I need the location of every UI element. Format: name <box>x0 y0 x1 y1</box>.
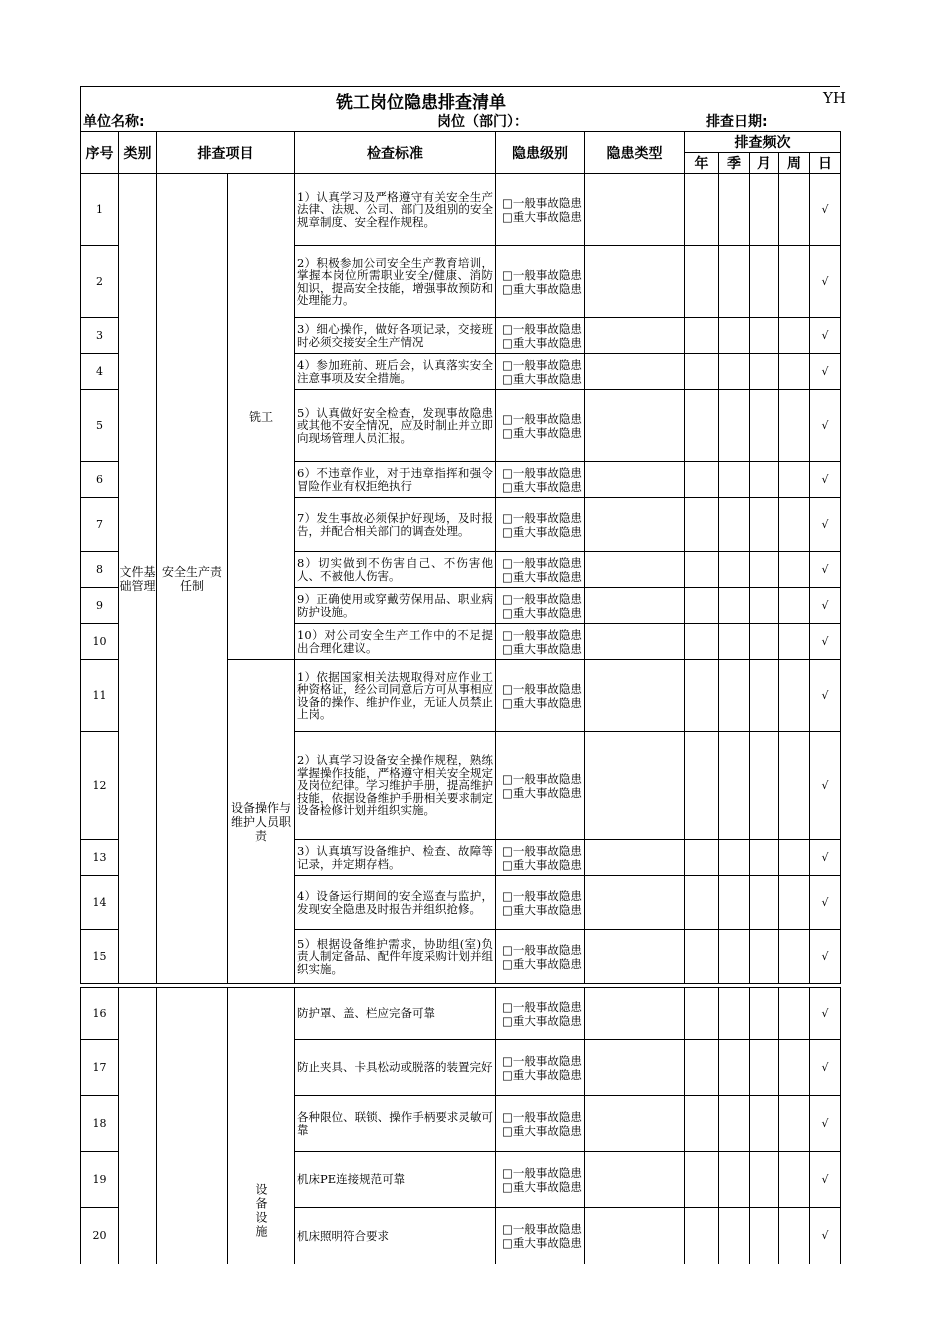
freq-year <box>685 732 719 840</box>
freq-quarter <box>719 1208 750 1264</box>
row-no: 17 <box>81 1040 119 1096</box>
level-cell <box>496 930 585 984</box>
freq-month <box>750 552 779 588</box>
col-standard: 检查标准 <box>295 132 496 174</box>
level-option-major[interactable]: □重大事故隐患 <box>502 335 582 350</box>
level-option-major[interactable]: □重大事故隐患 <box>502 209 582 224</box>
freq-quarter <box>719 1152 750 1208</box>
freq-quarter <box>719 660 750 732</box>
level-option-general[interactable]: □一般事故隐患 <box>502 771 582 786</box>
col-year: 年 <box>685 153 719 174</box>
freq-day: √ <box>810 1040 841 1096</box>
freq-week <box>779 988 810 1040</box>
freq-day: √ <box>810 840 841 876</box>
level-cell <box>496 1152 585 1208</box>
freq-year <box>685 246 719 318</box>
table-row <box>81 988 841 1040</box>
type-cell <box>585 1152 685 1208</box>
item-cell: 安全生产责任制 <box>157 174 228 984</box>
row-no: 2 <box>81 246 119 318</box>
freq-day: √ <box>810 1152 841 1208</box>
freq-year <box>685 354 719 390</box>
subitem-cell: 铣工 <box>228 174 295 660</box>
freq-day: √ <box>810 1208 841 1264</box>
subitem-cell: 设备操作与维护人员职责 <box>228 660 295 984</box>
type-cell <box>585 660 685 732</box>
row-no: 18 <box>81 1096 119 1152</box>
freq-quarter <box>719 588 750 624</box>
row-no: 10 <box>81 624 119 660</box>
level-cell <box>496 588 585 624</box>
level-cell <box>496 1040 585 1096</box>
type-cell <box>585 876 685 930</box>
level-option-general[interactable]: □一般事故隐患 <box>502 1165 582 1180</box>
type-cell <box>585 552 685 588</box>
freq-month <box>750 930 779 984</box>
freq-week <box>779 1152 810 1208</box>
level-cell <box>496 354 585 390</box>
freq-quarter <box>719 552 750 588</box>
freq-month <box>750 840 779 876</box>
col-item: 排查项目 <box>157 132 295 174</box>
standard-cell: 2）积极参加公司安全生产教育培训，掌握本岗位所需职业安全/健康、消防知识，提高安全技能，增强事故预防和处理能力。 <box>295 246 496 318</box>
freq-month <box>750 624 779 660</box>
level-cell <box>496 552 585 588</box>
row-no: 12 <box>81 732 119 840</box>
level-option-major[interactable]: □重大事故隐患 <box>502 605 582 620</box>
level-option-general[interactable]: □一般事故隐患 <box>502 888 582 903</box>
freq-month <box>750 1096 779 1152</box>
freq-year <box>685 174 719 246</box>
freq-year <box>685 1208 719 1264</box>
col-freq: 排查频次 <box>685 132 841 153</box>
freq-month <box>750 660 779 732</box>
item-cell-empty <box>157 988 228 1264</box>
type-cell <box>585 1040 685 1096</box>
type-cell <box>585 1096 685 1152</box>
type-cell <box>585 354 685 390</box>
level-cell <box>496 1096 585 1152</box>
level-cell <box>496 246 585 318</box>
freq-month <box>750 354 779 390</box>
subitem-cell <box>228 988 295 1264</box>
level-option-general[interactable]: □一般事故隐患 <box>502 1053 582 1068</box>
type-cell <box>585 624 685 660</box>
row-no: 3 <box>81 318 119 354</box>
level-option-major[interactable]: □重大事故隐患 <box>502 785 582 800</box>
freq-day: √ <box>810 318 841 354</box>
level-cell <box>496 462 585 498</box>
col-day: 日 <box>810 153 841 174</box>
level-option-major[interactable]: □重大事故隐患 <box>502 371 582 386</box>
category-cell-empty <box>119 988 157 1264</box>
level-option-general[interactable]: □一般事故隐患 <box>502 357 582 372</box>
row-no: 20 <box>81 1208 119 1264</box>
level-option-major[interactable]: □重大事故隐患 <box>502 1179 582 1194</box>
standard-cell: 9）正确使用或穿戴劳保用品、职业病防护设施。 <box>295 588 496 624</box>
type-cell <box>585 174 685 246</box>
level-option-major[interactable]: □重大事故隐患 <box>502 479 582 494</box>
standard-cell: 各种限位、联锁、操作手柄要求灵敏可靠 <box>295 1096 496 1152</box>
freq-week <box>779 732 810 840</box>
freq-month <box>750 498 779 552</box>
freq-day: √ <box>810 552 841 588</box>
freq-quarter <box>719 930 750 984</box>
freq-year <box>685 624 719 660</box>
row-no: 11 <box>81 660 119 732</box>
freq-quarter <box>719 840 750 876</box>
freq-year <box>685 1040 719 1096</box>
col-month: 月 <box>750 153 779 174</box>
type-cell <box>585 390 685 462</box>
freq-year <box>685 498 719 552</box>
col-week: 周 <box>779 153 810 174</box>
freq-year <box>685 840 719 876</box>
level-option-general[interactable]: □一般事故隐患 <box>502 1109 582 1124</box>
level-cell <box>496 1208 585 1264</box>
type-cell <box>585 246 685 318</box>
table-row <box>81 174 841 246</box>
freq-month <box>750 318 779 354</box>
standard-cell: 2）认真学习设备安全操作规程，熟练掌握操作技能，严格遵守相关安全规定及岗位纪律。学习维护手册，提高维护技能，依据设备维护手册相关要求制定设备检修计划并组织实施。 <box>295 732 496 840</box>
freq-day: √ <box>810 876 841 930</box>
standard-cell: 1）依据国家相关法规取得对应作业工种资格证，经公司同意后方可从事相应设备的操作、维护作业，无证人员禁止上岗。 <box>295 660 496 732</box>
freq-week <box>779 174 810 246</box>
col-level: 隐患级别 <box>496 132 585 174</box>
standard-cell: 8）切实做到不伤害自己、不伤害他人、不被他人伤害。 <box>295 552 496 588</box>
freq-week <box>779 1040 810 1096</box>
date-label: 排查日期: <box>706 114 768 130</box>
freq-day: √ <box>810 660 841 732</box>
freq-week <box>779 246 810 318</box>
freq-week <box>779 1096 810 1152</box>
level-option-general[interactable]: □一般事故隐患 <box>502 195 582 210</box>
standard-cell: 7）发生事故必须保护好现场，及时报告，并配合相关部门的调查处理。 <box>295 498 496 552</box>
freq-week <box>779 498 810 552</box>
level-option-major[interactable]: □重大事故隐患 <box>502 524 582 539</box>
level-option-general[interactable]: □一般事故隐患 <box>502 627 582 642</box>
title-row <box>80 86 846 113</box>
freq-quarter <box>719 624 750 660</box>
type-cell <box>585 588 685 624</box>
type-cell <box>585 462 685 498</box>
standard-cell: 3）细心操作，做好各项记录，交接班时必须交接安全生产情况 <box>295 318 496 354</box>
freq-quarter <box>719 246 750 318</box>
row-no: 1 <box>81 174 119 246</box>
freq-year <box>685 1152 719 1208</box>
freq-year <box>685 988 719 1040</box>
level-option-general[interactable]: □一般事故隐患 <box>502 942 582 957</box>
level-option-major[interactable]: □重大事故隐患 <box>502 641 582 656</box>
type-cell <box>585 732 685 840</box>
freq-month <box>750 390 779 462</box>
freq-day: √ <box>810 246 841 318</box>
type-cell <box>585 1208 685 1264</box>
standard-cell: 5）认真做好安全检查，发现事故隐患或其他不安全情况，应及时制止并立即向现场管理人员汇报。 <box>295 390 496 462</box>
freq-month <box>750 1152 779 1208</box>
freq-quarter <box>719 390 750 462</box>
freq-quarter <box>719 988 750 1040</box>
freq-day: √ <box>810 930 841 984</box>
freq-day: √ <box>810 462 841 498</box>
freq-year <box>685 318 719 354</box>
level-option-general[interactable]: □一般事故隐患 <box>502 510 582 525</box>
row-no: 9 <box>81 588 119 624</box>
document-code: YH <box>823 89 846 107</box>
level-option-general[interactable]: □一般事故隐患 <box>502 591 582 606</box>
row-no: 16 <box>81 988 119 1040</box>
freq-year <box>685 1096 719 1152</box>
level-cell <box>496 660 585 732</box>
freq-week <box>779 354 810 390</box>
level-option-major[interactable]: □重大事故隐患 <box>502 569 582 584</box>
freq-day: √ <box>810 624 841 660</box>
standard-cell: 1）认真学习及严格遵守有关安全生产法律、法规、公司、部门及组别的安全规章制度、安全程作规程。 <box>295 174 496 246</box>
level-option-major[interactable]: □重大事故隐患 <box>502 281 582 296</box>
level-cell <box>496 840 585 876</box>
level-option-general[interactable]: □一般事故隐患 <box>502 1221 582 1236</box>
level-cell <box>496 732 585 840</box>
freq-year <box>685 876 719 930</box>
col-quarter: 季 <box>719 153 750 174</box>
level-cell <box>496 498 585 552</box>
freq-quarter <box>719 318 750 354</box>
level-cell <box>496 318 585 354</box>
freq-week <box>779 1208 810 1264</box>
level-option-major[interactable]: □重大事故隐患 <box>502 902 582 917</box>
freq-month <box>750 462 779 498</box>
standard-cell: 10）对公司安全生产工作中的不足提出合理化建议。 <box>295 624 496 660</box>
freq-day: √ <box>810 354 841 390</box>
post-label: 岗位（部门）： <box>437 114 528 130</box>
type-cell <box>585 498 685 552</box>
level-option-general[interactable]: □一般事故隐患 <box>502 321 582 336</box>
level-option-major[interactable]: □重大事故隐患 <box>502 695 582 710</box>
type-cell <box>585 318 685 354</box>
category-cell: 文件基础管理 <box>119 174 157 984</box>
unit-label: 单位名称: <box>83 114 145 130</box>
row-no: 14 <box>81 876 119 930</box>
level-cell <box>496 876 585 930</box>
level-option-general[interactable]: □一般事故隐患 <box>502 411 582 426</box>
row-no: 6 <box>81 462 119 498</box>
freq-quarter <box>719 174 750 246</box>
freq-week <box>779 390 810 462</box>
info-row <box>80 110 840 131</box>
freq-day: √ <box>810 174 841 246</box>
freq-quarter <box>719 876 750 930</box>
row-no: 7 <box>81 498 119 552</box>
freq-month <box>750 1040 779 1096</box>
freq-month <box>750 246 779 318</box>
freq-day: √ <box>810 732 841 840</box>
subitem-label: 设备设施 <box>254 1182 268 1239</box>
freq-week <box>779 930 810 984</box>
freq-quarter <box>719 354 750 390</box>
standard-cell: 机床照明符合要求 <box>295 1208 496 1264</box>
freq-week <box>779 588 810 624</box>
level-option-major[interactable]: □重大事故隐患 <box>502 1235 582 1250</box>
type-cell <box>585 988 685 1040</box>
standard-cell: 5）根据设备维护需求，协助组(室)负责人制定备品、配件年度采购计划并组织实施。 <box>295 930 496 984</box>
row-no: 19 <box>81 1152 119 1208</box>
freq-year <box>685 390 719 462</box>
level-option-major[interactable]: □重大事故隐患 <box>502 857 582 872</box>
checklist-table <box>80 131 841 1264</box>
level-option-general[interactable]: □一般事故隐患 <box>502 681 582 696</box>
standard-cell: 6）不违章作业，对于违章指挥和强令冒险作业有权拒绝执行 <box>295 462 496 498</box>
freq-week <box>779 462 810 498</box>
level-option-general[interactable]: □一般事故隐患 <box>502 465 582 480</box>
standard-cell: 防护罩、盖、栏应完备可靠 <box>295 988 496 1040</box>
level-option-general[interactable]: □一般事故隐患 <box>502 999 582 1014</box>
level-option-major[interactable]: □重大事故隐患 <box>502 1123 582 1138</box>
level-option-general[interactable]: □一般事故隐患 <box>502 267 582 282</box>
freq-day: √ <box>810 1096 841 1152</box>
freq-week <box>779 876 810 930</box>
freq-month <box>750 876 779 930</box>
level-option-general[interactable]: □一般事故隐患 <box>502 555 582 570</box>
freq-quarter <box>719 1096 750 1152</box>
freq-month <box>750 732 779 840</box>
freq-quarter <box>719 732 750 840</box>
freq-year <box>685 588 719 624</box>
standard-cell: 防止夹具、卡具松动或脱落的装置完好 <box>295 1040 496 1096</box>
row-no: 15 <box>81 930 119 984</box>
row-no: 4 <box>81 354 119 390</box>
freq-week <box>779 660 810 732</box>
freq-quarter <box>719 1040 750 1096</box>
freq-day: √ <box>810 390 841 462</box>
col-category: 类别 <box>119 132 157 174</box>
level-cell <box>496 624 585 660</box>
freq-month <box>750 174 779 246</box>
level-cell <box>496 988 585 1040</box>
freq-year <box>685 660 719 732</box>
level-option-major[interactable]: □重大事故隐患 <box>502 425 582 440</box>
level-option-major[interactable]: □重大事故隐患 <box>502 956 582 971</box>
type-cell <box>585 930 685 984</box>
freq-year <box>685 930 719 984</box>
level-option-general[interactable]: □一般事故隐患 <box>502 843 582 858</box>
level-cell <box>496 174 585 246</box>
row-no: 13 <box>81 840 119 876</box>
freq-day: √ <box>810 988 841 1040</box>
freq-month <box>750 588 779 624</box>
freq-quarter <box>719 462 750 498</box>
level-option-major[interactable]: □重大事故隐患 <box>502 1067 582 1082</box>
freq-day: √ <box>810 498 841 552</box>
freq-month <box>750 988 779 1040</box>
freq-week <box>779 552 810 588</box>
freq-quarter <box>719 498 750 552</box>
standard-cell: 3）认真填写设备维护、检查、故障等记录，并定期存档。 <box>295 840 496 876</box>
freq-week <box>779 318 810 354</box>
row-no: 5 <box>81 390 119 462</box>
standard-cell: 4）参加班前、班后会，认真落实安全注意事项及安全措施。 <box>295 354 496 390</box>
standard-cell: 机床PE连接规范可靠 <box>295 1152 496 1208</box>
col-no: 序号 <box>81 132 119 174</box>
col-type: 隐患类型 <box>585 132 685 174</box>
level-cell <box>496 390 585 462</box>
type-cell <box>585 840 685 876</box>
freq-week <box>779 840 810 876</box>
level-option-major[interactable]: □重大事故隐患 <box>502 1013 582 1028</box>
freq-month <box>750 1208 779 1264</box>
freq-year <box>685 462 719 498</box>
freq-week <box>779 624 810 660</box>
row-no: 8 <box>81 552 119 588</box>
freq-year <box>685 552 719 588</box>
standard-cell: 4）设备运行期间的安全巡查与监护，发现安全隐患及时报告并组织抢修。 <box>295 876 496 930</box>
freq-day: √ <box>810 588 841 624</box>
page-title: 铣工岗位隐患排查清单 <box>336 93 506 113</box>
